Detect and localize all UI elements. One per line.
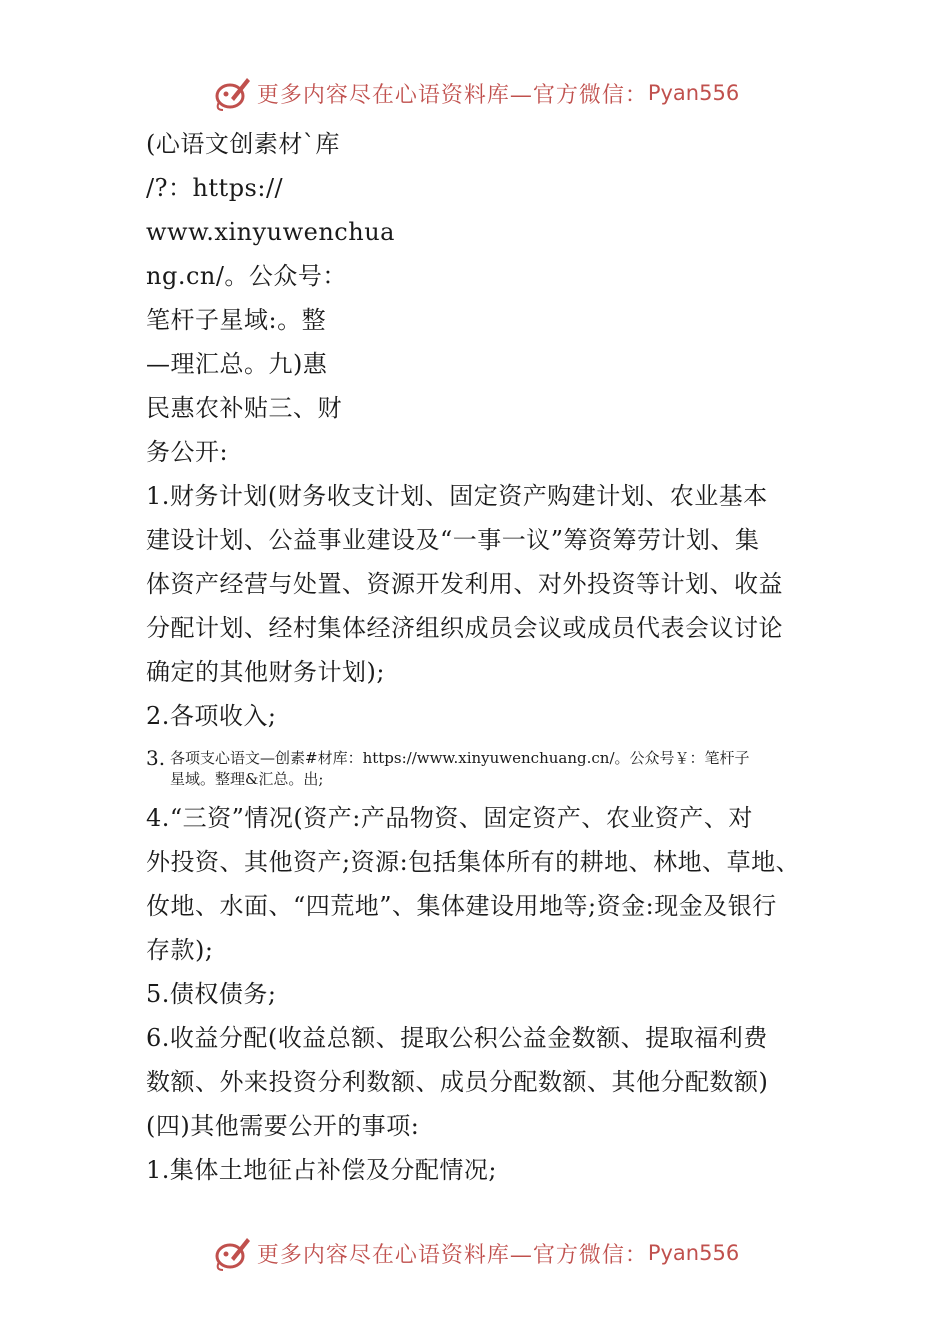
header-block [146, 122, 826, 474]
text-line: 数额、外来投资分利数额、成员分配数额、其他分配数额) [146, 1068, 769, 1096]
text-line: 务公开: [146, 438, 229, 466]
mouse-pen-logo-icon [211, 1232, 253, 1274]
item-3-body [170, 746, 750, 790]
text-line: 6.收益分配(收益总额、提取公积公益金数额、提取福利费 [146, 1024, 768, 1052]
text-line: 存款); [146, 936, 214, 964]
document-body [146, 122, 826, 1192]
text-line: 笔杆子星域:。整 [146, 306, 327, 334]
text-line: 1.财务计划(财务收支计划、固定资产购建计划、农业基本 [146, 482, 768, 510]
banner-text: 更多内容尽在心语资料库—官方微信： [256, 1242, 648, 1268]
item-3-line: 星域。整理&汇总。出; [170, 770, 324, 788]
text-line: (心语文创素材`库 [146, 130, 340, 158]
text-line: 4.“三资”情况(资产:产品物资、固定资产、农业资产、对 [146, 804, 753, 832]
rest-block [146, 796, 826, 1192]
text-line: ng.cn/。公众号： [146, 262, 347, 290]
item-1-block [146, 474, 826, 738]
text-line: —理汇总。九)惠 [146, 350, 328, 378]
text-line: 1.集体土地征占补偿及分配情况; [146, 1156, 497, 1184]
footer-banner [0, 1228, 950, 1278]
text-line: 确定的其他财务计划); [146, 658, 385, 686]
text-line: 外投资、其他资产;资源:包括集体所有的耕地、林地、草地、 [146, 848, 801, 876]
text-line: 建设计划、公益事业建设及“一事一议”筹资筹劳计划、集 [146, 526, 760, 554]
text-line: 分配计划、经村集体经济组织成员会议或成员代表会议讨论 [146, 614, 783, 642]
text-line: 5.债权债务; [146, 980, 277, 1008]
text-line: www.xinyuwenchua [146, 218, 395, 246]
text-line: /?：https:// [146, 174, 284, 202]
item-3-line: 各项支心语文—创素#材库：https://www.xinyuwenchuang.cn/。公众号￥：笔杆子 [170, 749, 750, 767]
item-3 [146, 746, 826, 790]
wechat-id: Pyan556 [647, 1241, 740, 1265]
text-line: 体资产经营与处置、资源开发利用、对外投资等计划、收益 [146, 570, 783, 598]
text-line: 2.各项收入; [146, 702, 277, 730]
text-line: 㚢地、水面、“四荒地”、集体建设用地等;资金:现金及银行 [146, 892, 777, 920]
text-line: 民惠农补贴三、财 [146, 394, 342, 422]
banner-text: 更多内容尽在心语资料库—官方微信： [256, 82, 648, 108]
item-3-number: 3. [146, 746, 166, 770]
text-line: (四)其他需要公开的事项: [146, 1112, 420, 1140]
header-banner [0, 68, 950, 118]
wechat-id: Pyan556 [647, 81, 740, 105]
mouse-pen-logo-icon [211, 72, 253, 114]
